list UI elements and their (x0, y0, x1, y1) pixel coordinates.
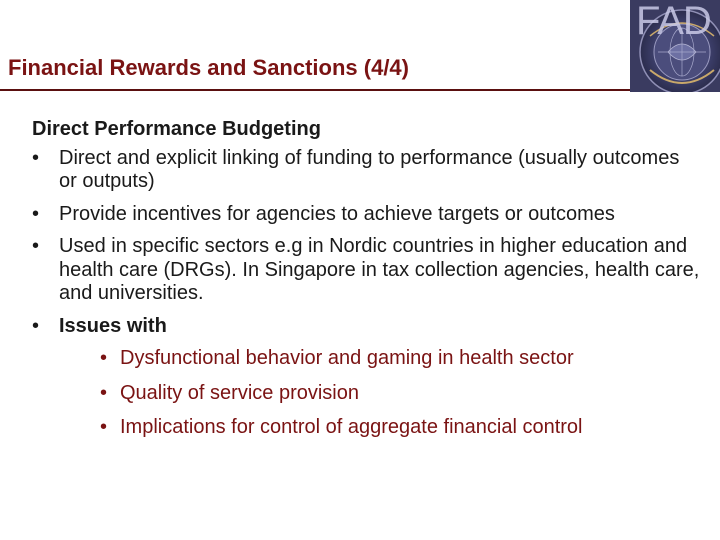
bullet-item (32, 235, 702, 306)
bullet-item (32, 147, 702, 194)
bullet-text: Used in specific sectors e.g in Nordic countries in higher education and health care (DRGs). In Singapore in tax collection agencies, health care, and universities. (59, 235, 700, 304)
bullet-marker: • (32, 202, 40, 225)
bullet-text: Provide incentives for agencies to achieve targets or outcomes (59, 202, 615, 225)
fad-logo-text: FAD (636, 0, 711, 43)
fad-imf-logo (630, 0, 720, 92)
section-heading: Direct Performance Budgeting (32, 118, 321, 140)
sub-bullet-text: Implications for control of aggregate financial control (120, 416, 583, 438)
slide-body (32, 118, 702, 451)
sub-bullet-item (100, 382, 702, 406)
sub-bullet-item (100, 347, 702, 371)
sub-bullet-text: Dysfunctional behavior and gaming in health sector (120, 347, 574, 369)
sub-bullet-item (100, 416, 702, 440)
imf-seal-icon (630, 0, 720, 92)
sub-bullet-list (32, 347, 702, 440)
bullet-marker: • (32, 314, 40, 337)
bullet-item (32, 315, 702, 339)
sub-bullet-marker: • (100, 416, 108, 438)
slide-title: Financial Rewards and Sanctions (4/4) (8, 55, 409, 80)
bullet-text: Direct and explicit linking of funding to performance (usually outcomes or outputs) (59, 146, 680, 192)
bullet-text: Issues with (59, 314, 167, 337)
bullet-marker: • (32, 235, 40, 257)
title-divider (0, 89, 630, 91)
sub-bullet-marker: • (100, 347, 108, 369)
bullet-item (32, 203, 702, 227)
bullet-marker: • (32, 146, 40, 169)
sub-bullet-text: Quality of service provision (120, 381, 359, 404)
sub-bullet-marker: • (100, 381, 108, 404)
